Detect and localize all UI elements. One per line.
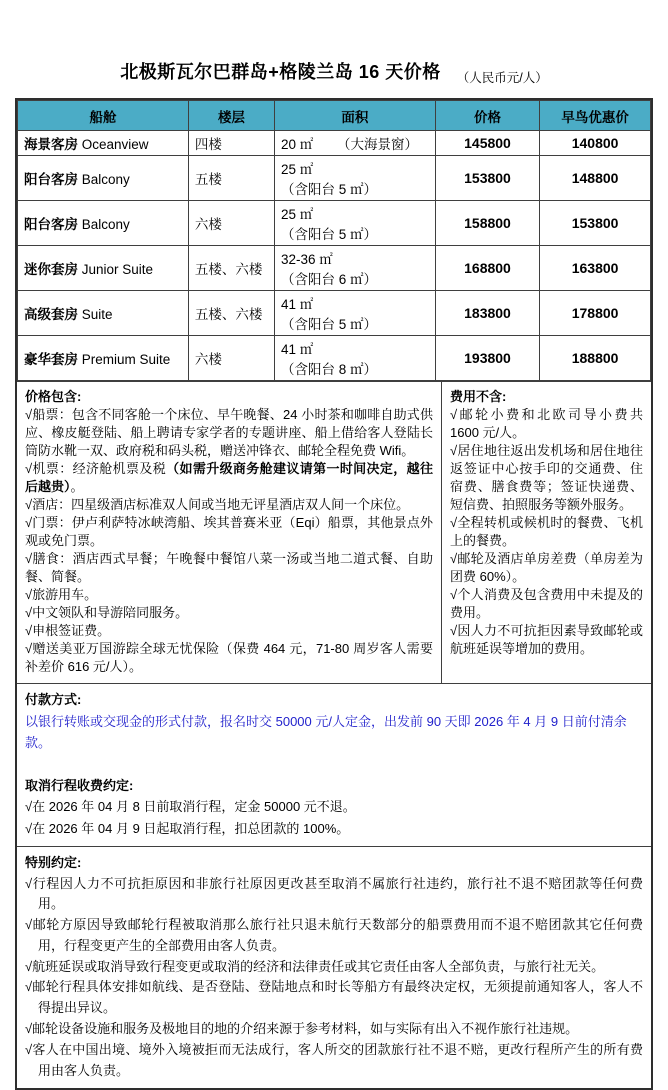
area-value: 32-36 ㎡ bbox=[280, 252, 333, 267]
area-note: （含阳台 6 ㎡） bbox=[280, 272, 377, 287]
early-bird-cell: 153800 bbox=[540, 201, 651, 246]
cabin-name-en: Balcony bbox=[81, 172, 130, 187]
floor-cell: 五楼、六楼 bbox=[188, 246, 274, 291]
title-block bbox=[0, 0, 668, 84]
special-term-item: √邮轮行程具体安排如航线、是否登陆、登陆地点和时长等船方有最终决定权，无须提前通知客人，客人不得提出异议。 bbox=[25, 979, 643, 1016]
payment-section bbox=[17, 683, 651, 846]
area-cell bbox=[274, 201, 435, 246]
price-cell: 168800 bbox=[435, 246, 539, 291]
excluded-item: √邮轮及酒店单房差费（单房差为团费 60%）。 bbox=[450, 551, 643, 584]
area-cell bbox=[274, 291, 435, 336]
cabin-cell bbox=[18, 156, 189, 201]
col-header-early-bird: 早鸟优惠价 bbox=[540, 101, 651, 131]
area-note: （含阳台 5 ㎡） bbox=[280, 182, 377, 197]
table-row bbox=[18, 291, 651, 336]
special-term-item: √客人在中国出境、境外入境被拒而无法成行，客人所交的团款旅行社不退不赔，更改行程所产生的所有费用由客人负责。 bbox=[25, 1041, 643, 1078]
floor-cell: 五楼、六楼 bbox=[188, 291, 274, 336]
page-title: 北极斯瓦尔巴群岛+格陵兰岛 16 天价格 bbox=[120, 62, 441, 82]
excluded-item: √全程转机或候机时的餐费、飞机上的餐费。 bbox=[450, 515, 643, 548]
cabin-name-en: Balcony bbox=[81, 217, 130, 232]
included-item: √门票：伊卢利萨特冰峡湾船、埃其普赛米亚（Eqi）船票，其他景点外观或免门票。 bbox=[25, 515, 433, 548]
area-note: （含阳台 5 ㎡） bbox=[280, 317, 377, 332]
cabin-name-en: Suite bbox=[81, 307, 113, 322]
included-item: √旅游用车。 bbox=[25, 587, 98, 602]
table-row bbox=[18, 156, 651, 201]
included-item-pre: √机票：经济舱机票及税 bbox=[25, 461, 167, 476]
included-item: √中文领队和导游陪同服务。 bbox=[25, 605, 189, 620]
table-row bbox=[18, 336, 651, 381]
price-cell: 183800 bbox=[435, 291, 539, 336]
cabin-name-cn: 豪华套房 bbox=[24, 352, 78, 367]
included-item: √赠送美亚万国游踪全球无忧保险（保费 464 元，71-80 周岁客人需要补差价 616 元/人）。 bbox=[25, 641, 433, 674]
excluded-item: √邮轮小费和北欧司导小费共 1600 元/人。 bbox=[450, 407, 643, 440]
cabin-name-en: Oceanview bbox=[81, 137, 149, 152]
area-value: 41 ㎡ bbox=[280, 342, 314, 357]
cabin-name-en: Junior Suite bbox=[81, 262, 154, 277]
included-item: √申根签证费。 bbox=[25, 623, 111, 638]
payment-terms-text: 以银行转账或交现金的形式付款，报名时交 50000 元/人定金，出发前 90 天即 2026 年 4 月 9 日前付清余款。 bbox=[25, 713, 627, 750]
special-term-item: √行程因人力不可抗拒原因和非旅行社原因更改甚至取消不属旅行社违约，旅行社不退不赔团款等任何费用。 bbox=[25, 875, 643, 912]
included-item: √膳食：酒店西式早餐；午晚餐中餐馆八菜一汤或当地二道式餐、自助餐、简餐。 bbox=[25, 551, 433, 584]
included-item bbox=[25, 460, 433, 496]
area-value: 25 ㎡ bbox=[280, 162, 314, 177]
special-term-item: √邮轮方原因导致邮轮行程被取消那么旅行社只退未航行天数部分的船票费用而不退不赔团款其它任何费用，行程变更产生的全部费用由客人负责。 bbox=[25, 917, 643, 953]
cabin-name-cn: 海景客房 bbox=[24, 137, 78, 152]
col-header-floor: 楼层 bbox=[188, 101, 274, 131]
early-bird-cell: 140800 bbox=[540, 131, 651, 156]
cancellation-item: √在 2026 年 04 月 8 日前取消行程，定金 50000 元不退。 bbox=[25, 799, 356, 814]
early-bird-cell: 178800 bbox=[540, 291, 651, 336]
price-included-section bbox=[17, 382, 442, 683]
included-item-bold: （如需升级商务舱建议请第一时间决定，越往后越贵） bbox=[25, 461, 433, 494]
floor-cell: 四楼 bbox=[188, 131, 274, 156]
excluded-item: √个人消费及包含费用中未提及的费用。 bbox=[450, 587, 643, 620]
cabin-cell bbox=[18, 246, 189, 291]
price-unit-note: （人民币元/人） bbox=[456, 71, 548, 85]
cabin-price-table bbox=[17, 100, 651, 381]
floor-cell: 五楼 bbox=[188, 156, 274, 201]
price-cell: 145800 bbox=[435, 131, 539, 156]
excluded-heading: 费用不含: bbox=[450, 389, 507, 404]
area-cell bbox=[274, 156, 435, 201]
cabin-name-cn: 高级套房 bbox=[24, 307, 78, 322]
area-value: 41 ㎡ bbox=[280, 297, 314, 312]
document-frame bbox=[15, 98, 653, 1090]
table-row bbox=[18, 246, 651, 291]
cabin-name-cn: 阳台客房 bbox=[24, 172, 78, 187]
special-terms-heading: 特别约定: bbox=[25, 855, 82, 870]
col-header-area: 面积 bbox=[274, 101, 435, 131]
area-note: （含阳台 8 ㎡） bbox=[280, 362, 377, 377]
cabin-cell bbox=[18, 291, 189, 336]
included-item: √酒店：四星级酒店标准双人间或当地无评星酒店双人间一个床位。 bbox=[25, 497, 410, 512]
cancellation-heading: 取消行程收费约定: bbox=[25, 777, 134, 793]
area-cell bbox=[274, 246, 435, 291]
included-heading: 价格包含: bbox=[25, 389, 82, 404]
cancellation-item: √在 2026 年 04 月 9 日起取消行程，扣总团款的 100%。 bbox=[25, 820, 350, 836]
price-cell: 193800 bbox=[435, 336, 539, 381]
early-bird-cell: 148800 bbox=[540, 156, 651, 201]
area-note: （含阳台 5 ㎡） bbox=[280, 227, 377, 242]
col-header-price: 价格 bbox=[435, 101, 539, 131]
early-bird-cell: 163800 bbox=[540, 246, 651, 291]
included-item: √船票：包含不同客舱一个床位、早午晚餐、24 小时茶和咖啡自助式供应、橡皮艇登陆、船上聘请专家学者的专题讲座、船上借给客人登陆长筒防水靴一双、政府税和码头税，赠送冲锋衣、邮轮全程免费 Wifi。 bbox=[25, 407, 433, 458]
floor-cell: 六楼 bbox=[188, 336, 274, 381]
early-bird-cell: 188800 bbox=[540, 336, 651, 381]
special-terms-section bbox=[17, 846, 651, 1088]
special-term-item: √邮轮设备设施和服务及极地目的地的介绍来源于参考材料，如与实际有出入不视作旅行社违规。 bbox=[25, 1021, 579, 1037]
table-row bbox=[18, 201, 651, 246]
cabin-cell bbox=[18, 336, 189, 381]
payment-heading: 付款方式: bbox=[25, 692, 82, 707]
area-value: 20 ㎡ bbox=[280, 137, 314, 152]
cabin-name-cn: 阳台客房 bbox=[24, 217, 78, 232]
excluded-item: √因人力不可抗拒因素导致邮轮或航班延误等增加的费用。 bbox=[450, 623, 643, 656]
price-cell: 158800 bbox=[435, 201, 539, 246]
floor-cell: 六楼 bbox=[188, 201, 274, 246]
cabin-name-en: Premium Suite bbox=[81, 352, 171, 367]
col-header-cabin: 船舱 bbox=[18, 101, 189, 131]
cabin-name-cn: 迷你套房 bbox=[24, 262, 78, 277]
price-excluded-section bbox=[442, 382, 651, 683]
area-note: （大海景窗） bbox=[336, 137, 418, 152]
price-cell: 153800 bbox=[435, 156, 539, 201]
table-row bbox=[18, 131, 651, 156]
special-term-item: √航班延误或取消导致行程变更或取消的经济和法律责任或其它责任由客人全部负责，与旅行社无关。 bbox=[25, 958, 605, 974]
excluded-item: √居住地往返出发机场和居住地往返签证中心按手印的交通费、住宿费、膳食费等；签证快递费、短信费、拍照服务等额外服务。 bbox=[450, 443, 643, 512]
area-cell bbox=[274, 131, 435, 156]
cabin-cell bbox=[18, 131, 189, 156]
area-cell bbox=[274, 336, 435, 381]
table-header-row bbox=[18, 101, 651, 131]
included-item-post: 。 bbox=[70, 479, 84, 494]
cabin-cell bbox=[18, 201, 189, 246]
inclusions-exclusions-row bbox=[17, 381, 651, 683]
area-value: 25 ㎡ bbox=[280, 207, 314, 222]
